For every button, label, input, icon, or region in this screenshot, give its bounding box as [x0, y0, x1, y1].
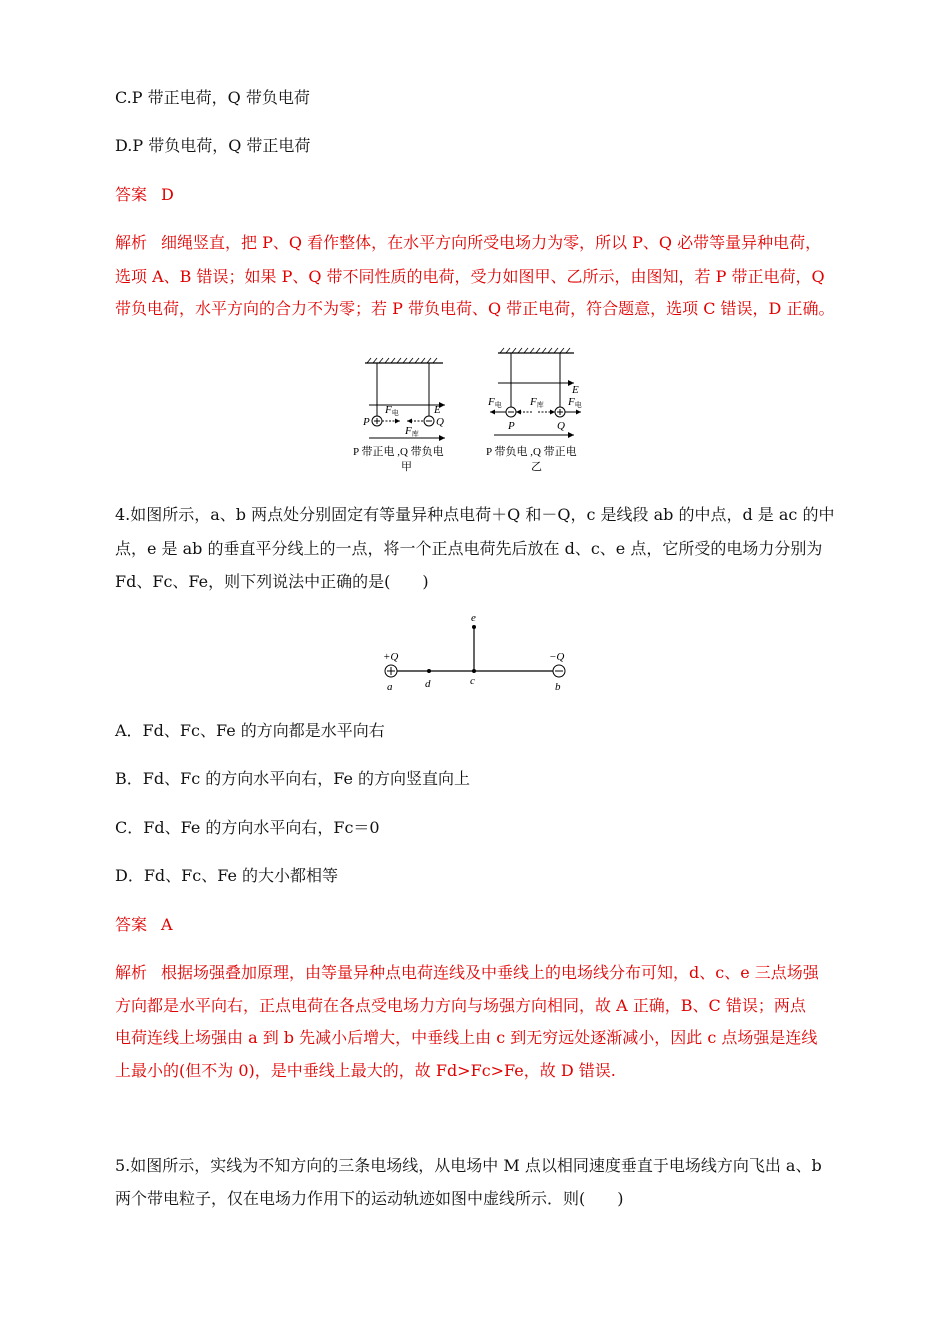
- q4-option-c: C．Fd、Fe 的方向水平向右，Fc＝0: [115, 818, 380, 837]
- answer-label: 答案: [115, 185, 148, 204]
- force-f-dian-right-label: F电: [568, 396, 582, 409]
- label-plus-q: +Q: [383, 651, 399, 663]
- point-e: [472, 625, 476, 629]
- analysis-text: 细绳竖直，把 P、Q 看作整体，在水平方向所受电场力为零，所以 P、Q 必带等量异种电荷，: [161, 233, 822, 252]
- q3-option-c: C.P 带正电荷，Q 带负电荷: [115, 88, 310, 107]
- figure-q4-charges: [375, 612, 580, 694]
- answer-value: A: [161, 915, 173, 934]
- field-label-e: E: [434, 404, 441, 416]
- label-p: P: [508, 420, 515, 432]
- label-minus-q: −Q: [549, 651, 565, 663]
- caption-yi: P 带负电 ,Q 带正电: [486, 446, 577, 458]
- q3-answer: [115, 185, 174, 205]
- force-f-dian-left-label: F电: [488, 396, 502, 409]
- label-b: b: [555, 681, 561, 693]
- label-c: c: [470, 675, 475, 687]
- point-c: [472, 669, 476, 673]
- force-f-dian-label: F电: [385, 404, 399, 417]
- q3-analysis-line-2: 选项 A、B 错误；如果 P、Q 带不同性质的电荷，受力如图甲、乙所示，由图知，若 P 带正电荷，Q: [115, 267, 825, 286]
- label-q: Q: [436, 416, 444, 428]
- figure-jia: [345, 355, 475, 475]
- figure-yi: [480, 345, 615, 475]
- q4-answer: [115, 915, 173, 935]
- q3-option-d: D.P 带负电荷，Q 带正电荷: [115, 136, 311, 155]
- point-d: [427, 669, 431, 673]
- q4-analysis-line-3: 电荷连线上场强由 a 到 b 先减小后增大，中垂线上由 c 到无穷远处逐渐减小，因此 c 点场强是连线: [115, 1028, 818, 1047]
- label-e: e: [471, 612, 476, 624]
- q5-stem-line-2: 两个带电粒子，仅在电场力作用下的运动轨迹如图中虚线所示．则( ): [115, 1189, 624, 1208]
- caption-jia: P 带正电 ,Q 带负电: [353, 446, 444, 458]
- label-p: P: [363, 416, 370, 428]
- q5-stem-line-1: 5.如图所示，实线为不知方向的三条电场线，从电场中 M 点以相同速度垂直于电场线方向飞出 a、b: [115, 1156, 822, 1175]
- force-f-ku-label: F库: [530, 396, 544, 409]
- q4-stem-line-3: Fd、Fc、Fe，则下列说法中正确的是( ): [115, 572, 429, 591]
- answer-label: 答案: [115, 915, 148, 934]
- q3-analysis-line-3: 带负电荷，水平方向的合力不为零；若 P 带负电荷、Q 带正电荷，符合题意，选项 C 错误，D 正确。: [115, 299, 835, 318]
- analysis-label: 解析: [115, 233, 148, 252]
- q4-analysis-line-2: 方向都是水平向右，正点电荷在各点受电场力方向与场强方向相同，故 A 正确，B、C 错误；两点: [115, 996, 806, 1015]
- q3-analysis-line-1: [115, 233, 821, 253]
- q4-stem-line-1: 4.如图所示，a、b 两点处分别固定有等量异种点电荷＋Q 和－Q，c 是线段 ab 的中点，d 是 ac 的中: [115, 505, 835, 524]
- q4-stem-line-2: 点，e 是 ab 的垂直平分线上的一点，将一个正点电荷先后放在 d、c、e 点，它所受的电场力分别为: [115, 539, 823, 558]
- q4-option-d: D．Fd、Fc、Fe 的大小都相等: [115, 866, 339, 885]
- force-f-ku-label: F库: [405, 425, 419, 438]
- label-q: Q: [557, 420, 565, 432]
- caption-yi-mark: 乙: [531, 461, 542, 473]
- q4-option-b: B．Fd、Fc 的方向水平向右，Fe 的方向竖直向上: [115, 769, 471, 788]
- caption-jia-mark: 甲: [401, 461, 412, 473]
- answer-value: D: [161, 185, 174, 204]
- analysis-label: 解析: [115, 963, 148, 982]
- q4-analysis-line-4: 上最小的(但不为 0)，是中垂线上最大的，故 Fd>Fc>Fe，故 D 错误.: [115, 1061, 616, 1080]
- q4-option-a: A．Fd、Fc、Fe 的方向都是水平向右: [115, 721, 385, 740]
- analysis-text: 根据场强叠加原理，由等量异种点电荷连线及中垂线上的电场线分布可知，d、c、e 三点场强: [161, 963, 819, 982]
- q4-analysis-line-1: [115, 963, 819, 983]
- label-d: d: [425, 678, 431, 690]
- field-label-e: E: [572, 384, 579, 396]
- label-a: a: [387, 681, 393, 693]
